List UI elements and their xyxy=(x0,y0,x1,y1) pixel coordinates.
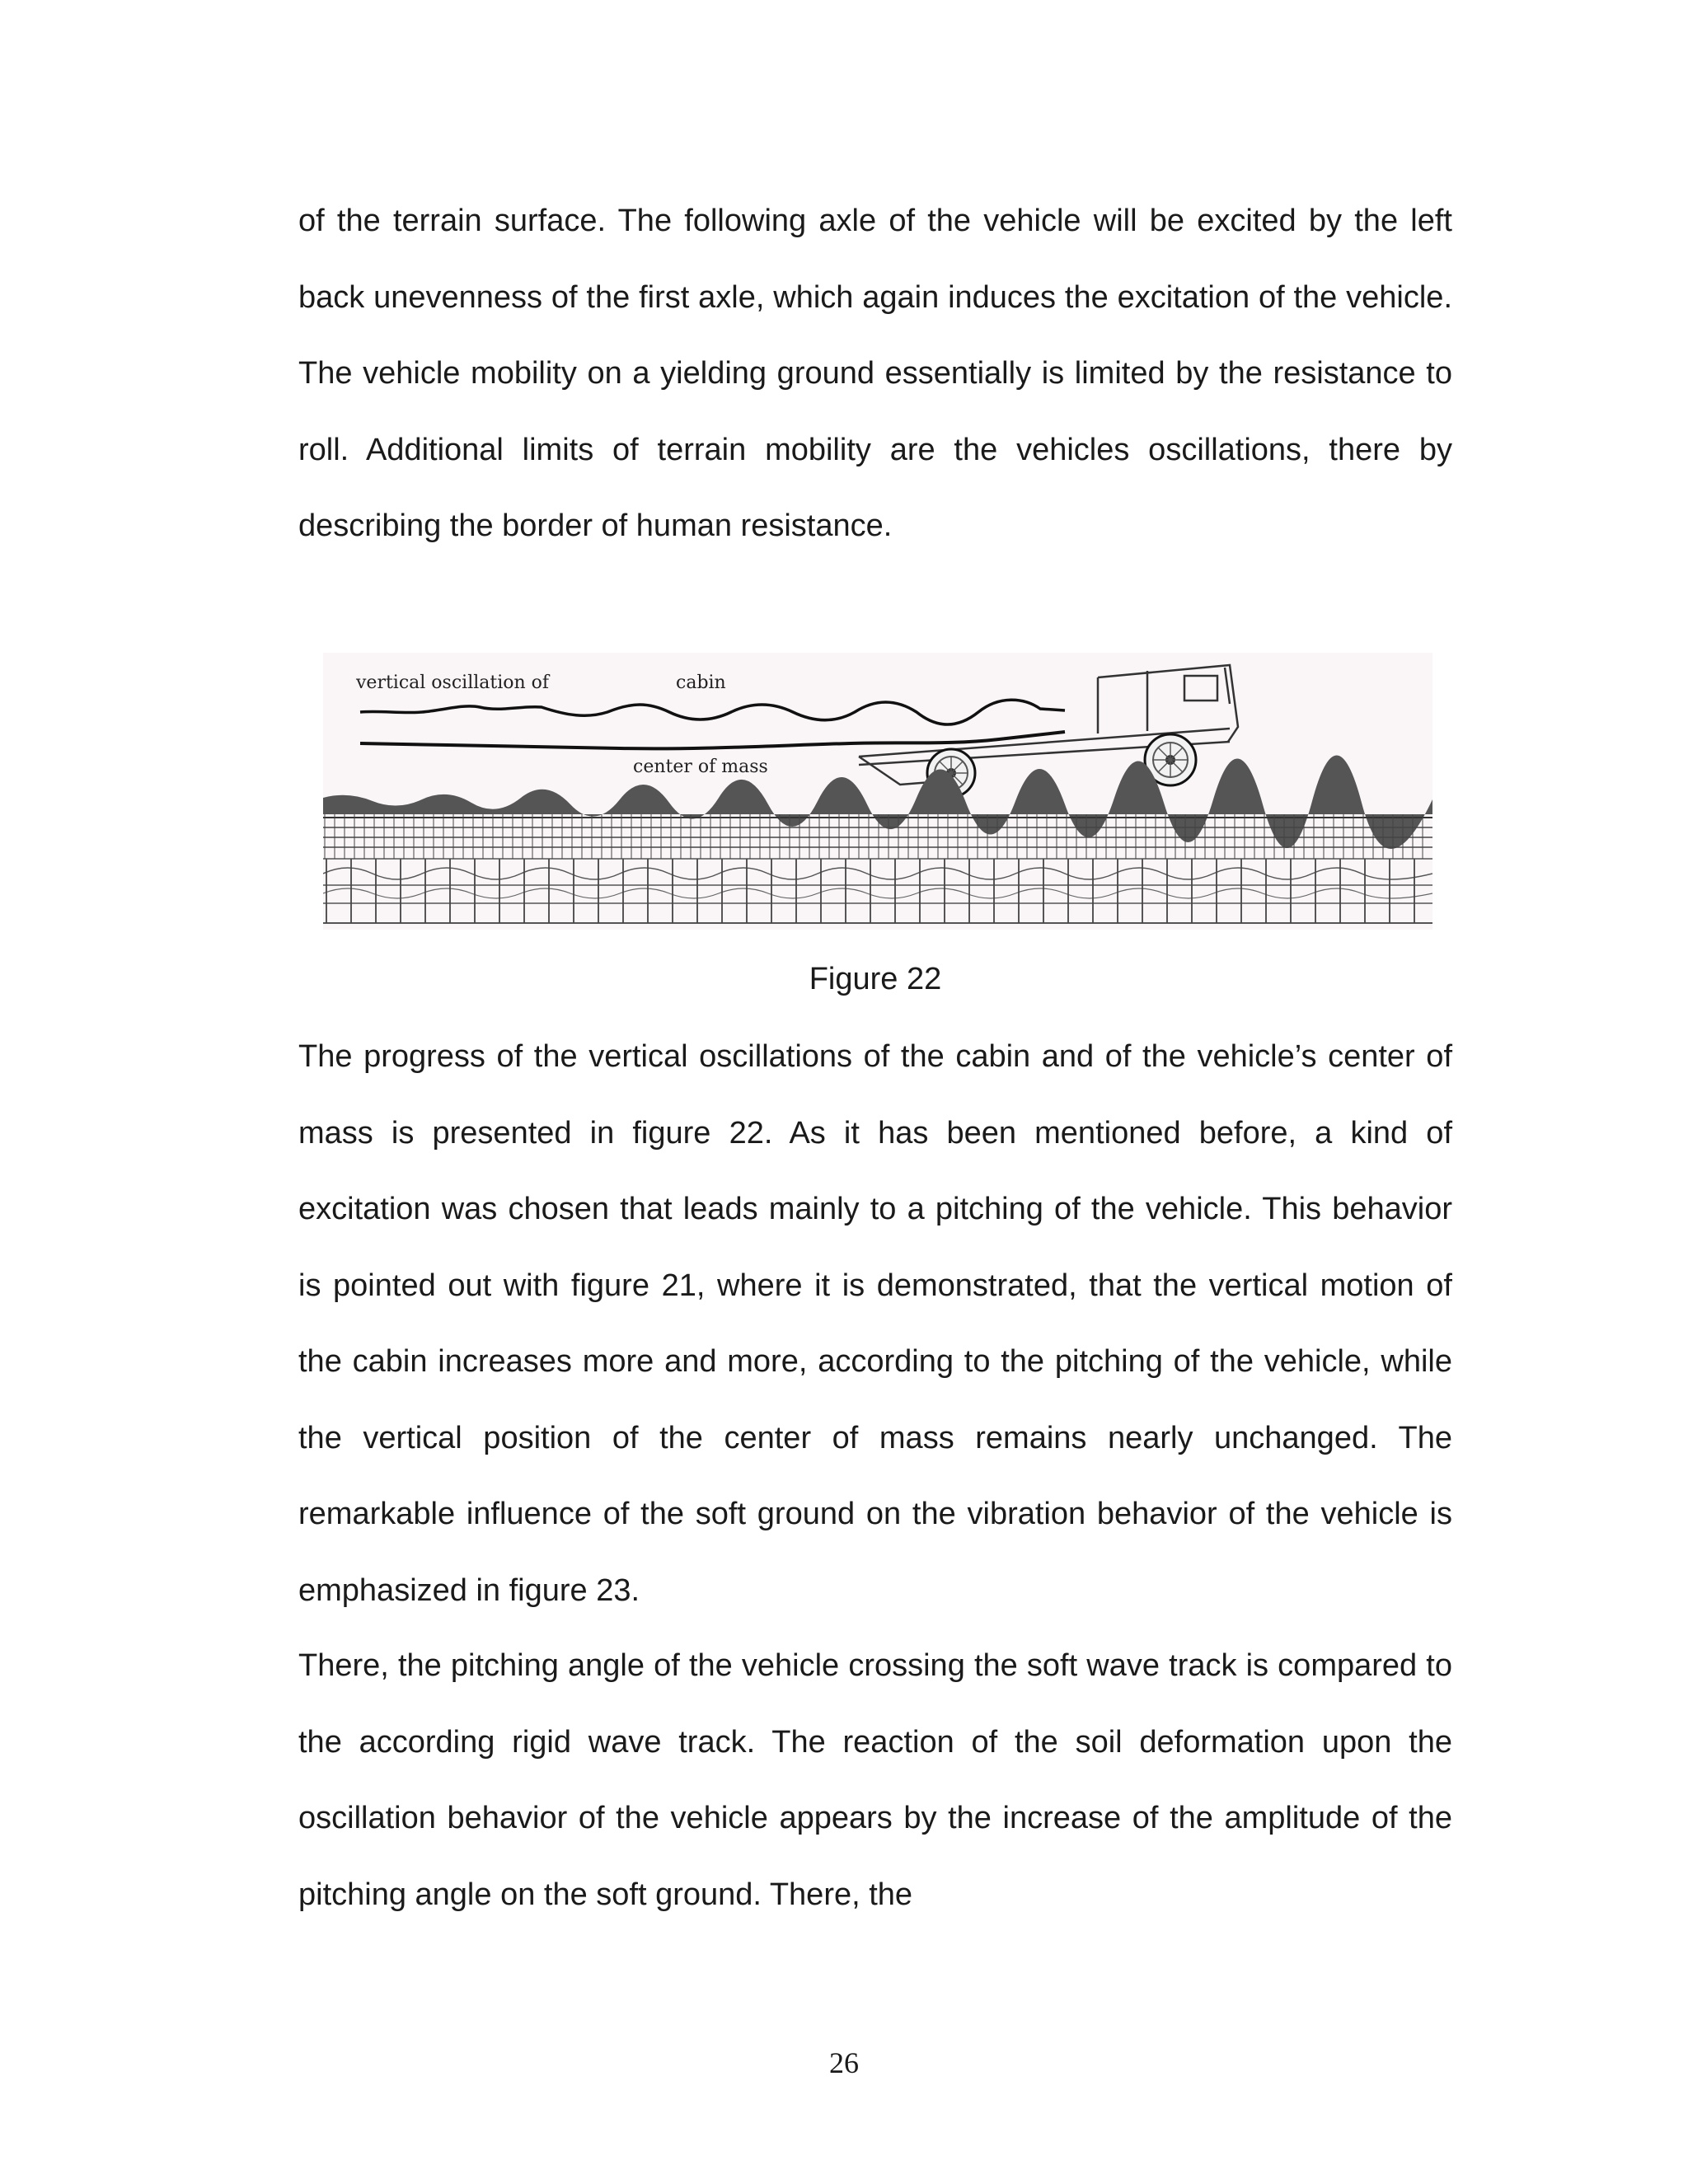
label-vertical-oscillation: vertical oscillation of xyxy=(356,673,550,693)
paragraph-1: of the terrain surface. The following axle of the vehicle will be excited by the left back unevenness of the first axle, which again induces the excitation of the vehicle. The vehicle mobility on a yielding ground essentially is limited by the resistance to roll. Additional limits of terrain mobility are the vehicles oscillations, there by describing the border of human resistance. xyxy=(298,204,1452,543)
figure-22 xyxy=(323,653,1432,930)
label-center-of-mass: center of mass xyxy=(633,757,768,777)
page-number: 26 xyxy=(829,2046,859,2079)
figure-22-illustration xyxy=(323,653,1432,930)
paragraph-2: The progress of the vertical oscillations of the cabin and of the vehicle’s center of mass is presented in figure 22. As it has been mentioned before, a kind of excitation was chosen that leads mainly to a pitching of the vehicle. This behavior is pointed out with figure 21, where it is demonstrated, that the vertical motion of the cabin increases more and more, according to the pitching of the vehicle, while the vertical position of the center of mass remains nearly unchanged. The remarkable influence of the soft ground on the vibration behavior of the vehicle is emphasized in figure 23. xyxy=(298,1039,1452,1608)
figure-caption: Figure 22 xyxy=(809,962,942,996)
label-cabin: cabin xyxy=(676,673,726,693)
paragraph-3: There, the pitching angle of the vehicle crossing the soft wave track is compared to the according rigid wave track. The reaction of the soil deformation upon the oscillation behavior of the vehicle appears by the increase of the amplitude of the pitching angle on the soft ground. There, the xyxy=(298,1648,1452,1912)
